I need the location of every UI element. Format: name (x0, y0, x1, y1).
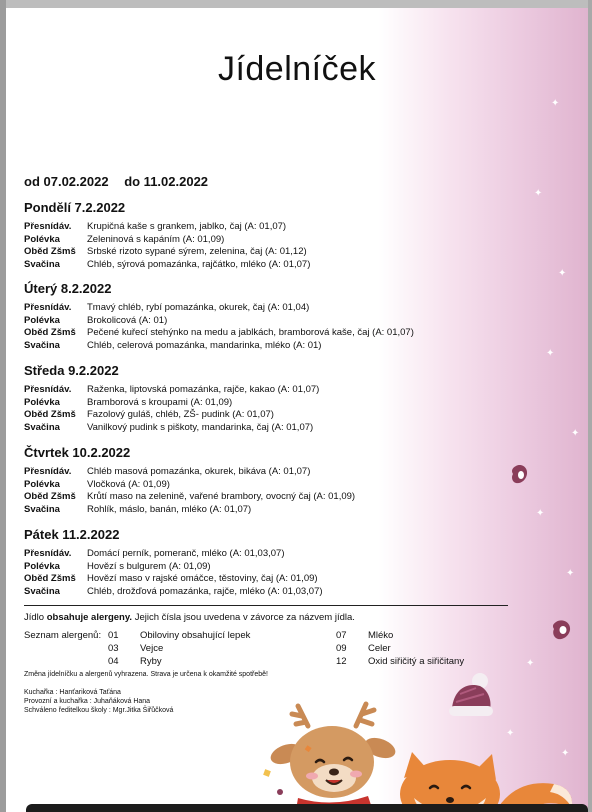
mitten-icon (510, 463, 532, 487)
meal-row (24, 315, 544, 328)
meal-row (24, 384, 544, 397)
meal-row (24, 491, 544, 504)
allergen-list-label: Seznam alergenů: (24, 630, 102, 641)
meal-text: Srbské rizoto sypané sýrem, zelenina, čaj (A: 01,12) (87, 246, 307, 257)
meal-text: Fazolový guláš, chléb, ZŠ- pudink (A: 01,07) (87, 409, 274, 420)
meal-row (24, 221, 544, 234)
allergen-item (108, 629, 250, 642)
allergy-note-suffix: Jejich čísla jsou uvedena v závorce za názvem jídla. (132, 612, 355, 623)
day-section (24, 527, 544, 598)
meal-label: Přesnídáv. (24, 221, 72, 232)
day-section (24, 363, 544, 434)
period-from: od 07.02.2022 (24, 174, 109, 189)
meal-row (24, 586, 544, 599)
meal-label: Polévka (24, 314, 60, 326)
allergen-code: 03 (108, 643, 119, 654)
meal-label: Přesnídáv. (24, 548, 72, 559)
meal-label: Polévka (24, 478, 60, 490)
allergen-name: Oxid siřičitý a siřičitany (368, 656, 465, 667)
day-title: Pondělí 7.2.2022 (24, 200, 126, 215)
meal-text: Raženka, liptovská pomazánka, rajče, kakao (A: 01,07) (87, 384, 320, 395)
meal-text: Rohlík, máslo, banán, mléko (A: 01,07) (87, 503, 252, 515)
meal-text: Domácí perník, pomeranč, mléko (A: 01,03,07) (87, 548, 285, 559)
fox-illustration (390, 748, 510, 812)
allergy-note-prefix: Jídlo (24, 612, 47, 623)
allergen-item (336, 642, 391, 655)
meal-text: Chléb masová pomazánka, okurek, bikáva (A: 01,07) (87, 466, 311, 477)
meal-text: Pečené kuřecí stehýnko na medu a jablkách, bramborová kaše, čaj (A: 01,07) (87, 327, 414, 338)
meal-label: Svačina (24, 503, 60, 515)
confetti-decoration (260, 740, 320, 800)
allergen-item (108, 642, 163, 655)
meal-text: Hovězí s bulgurem (A: 01,09) (87, 560, 211, 572)
meal-label: Polévka (24, 560, 60, 572)
meal-text: Chléb, drožďová pomazánka, rajče, mléko (A: 01,03,07) (87, 585, 323, 597)
allergen-code: 09 (336, 643, 347, 654)
day-title: Úterý 8.2.2022 (24, 281, 112, 296)
meal-row (24, 246, 544, 259)
meal-label: Svačina (24, 339, 60, 351)
staff-line: Schváleno ředitelkou školy : Mgr.Jitka Šiřůčková (24, 707, 174, 714)
meal-row (24, 548, 544, 561)
meal-text: Zeleninová s kapáním (A: 01,09) (87, 233, 225, 245)
meal-row (24, 327, 544, 340)
staff-list (24, 688, 173, 715)
meal-text: Vločková (A: 01,09) (87, 478, 170, 490)
allergy-note (24, 612, 355, 623)
day-section (24, 200, 544, 271)
meal-row (24, 561, 544, 574)
meal-label: Oběd Zšmš (24, 409, 76, 420)
meal-row (24, 573, 544, 586)
snowflake-icon: ✦ (561, 748, 570, 759)
viewer-frame-top (0, 0, 592, 8)
snowflake-icon: ✦ (546, 348, 555, 359)
meal-label: Přesnídáv. (24, 302, 72, 313)
allergen-item (336, 629, 393, 642)
day-section (24, 445, 544, 516)
meal-row (24, 340, 544, 353)
allergy-note-bold: obsahuje alergeny. (46, 612, 133, 623)
menu-period (24, 174, 220, 189)
allergen-code: 07 (336, 630, 347, 641)
meal-row (24, 409, 544, 422)
mitten-icon (551, 618, 575, 642)
allergen-name: Ryby (140, 656, 162, 667)
allergen-name: Vejce (140, 643, 164, 654)
viewer-bottom-bar (26, 804, 588, 812)
menu-page (6, 8, 588, 812)
snowflake-icon: ✦ (506, 728, 515, 739)
meal-row (24, 302, 544, 315)
meal-row (24, 234, 544, 247)
allergen-code: 04 (108, 656, 119, 667)
allergen-item (108, 655, 162, 668)
snowflake-icon: ✦ (551, 98, 560, 109)
snowflake-icon: ✦ (571, 428, 580, 439)
meal-label: Oběd Zšmš (24, 491, 76, 502)
page-title: Jídelníček (217, 50, 377, 88)
meal-label: Svačina (24, 585, 60, 597)
meal-row (24, 479, 544, 492)
staff-line: Kuchařka : Hanťariková Taťána (24, 689, 121, 696)
allergen-name: Mléko (368, 630, 394, 641)
divider (24, 605, 508, 606)
change-notice: Změna jídelníčku a alergenů vyhrazena. Strava je určena k okamžité spotřebě! (24, 671, 268, 678)
winter-hat-icon (446, 672, 496, 718)
meal-label: Polévka (24, 233, 60, 245)
meal-row (24, 504, 544, 517)
meal-label: Oběd Zšmš (24, 573, 76, 584)
allergen-code: 12 (336, 656, 347, 667)
meal-text: Bramborová s kroupami (A: 01,09) (87, 396, 233, 408)
allergen-name: Obiloviny obsahující lepek (140, 630, 251, 641)
meal-text: Vanilkový pudink s piškoty, mandarinka, čaj (A: 01,07) (87, 421, 314, 433)
meal-label: Svačina (24, 258, 60, 270)
day-section (24, 281, 544, 352)
staff-line: Provozní a kuchařka : Juhaňáková Hana (24, 698, 151, 705)
meal-text: Krůtí maso na zelenině, vařené brambory, ovocný čaj (A: 01,09) (87, 491, 356, 502)
snowflake-icon: ✦ (566, 568, 575, 579)
meal-label: Přesnídáv. (24, 466, 72, 477)
meal-label: Svačina (24, 421, 60, 433)
viewer-frame-right (588, 0, 592, 812)
meal-row (24, 259, 544, 272)
meal-text: Chléb, celerová pomazánka, mandarinka, mléko (A: 01) (87, 339, 322, 351)
snowflake-icon: ✦ (534, 188, 543, 199)
snowflake-icon: ✦ (526, 658, 535, 669)
meal-label: Oběd Zšmš (24, 327, 76, 338)
meal-text: Krupičná kaše s grankem, jablko, čaj (A: 01,07) (87, 221, 287, 232)
snowflake-icon: ✦ (558, 268, 567, 279)
day-title: Pátek 11.2.2022 (24, 527, 120, 542)
meal-text: Hovězí maso v rajské omáčce, těstoviny, čaj (A: 01,09) (87, 573, 318, 584)
meal-row (24, 466, 544, 479)
meal-label: Polévka (24, 396, 60, 408)
period-to: do 11.02.2022 (124, 174, 209, 189)
meal-label: Přesnídáv. (24, 384, 72, 395)
meal-row (24, 397, 544, 410)
day-title: Středa 9.2.2022 (24, 363, 119, 378)
day-title: Čtvrtek 10.2.2022 (24, 445, 131, 460)
meal-label: Oběd Zšmš (24, 246, 76, 257)
meal-text: Chléb, sýrová pomazánka, rajčátko, mléko (A: 01,07) (87, 258, 311, 270)
allergen-name: Celer (368, 643, 391, 654)
allergen-item (336, 655, 464, 668)
meal-text: Brokolicová (A: 01) (87, 314, 168, 326)
allergen-code: 01 (108, 630, 119, 641)
meal-text: Tmavý chléb, rybí pomazánka, okurek, čaj (A: 01,04) (87, 302, 310, 313)
meal-row (24, 422, 544, 435)
snowflake-icon: ✦ (536, 508, 545, 519)
